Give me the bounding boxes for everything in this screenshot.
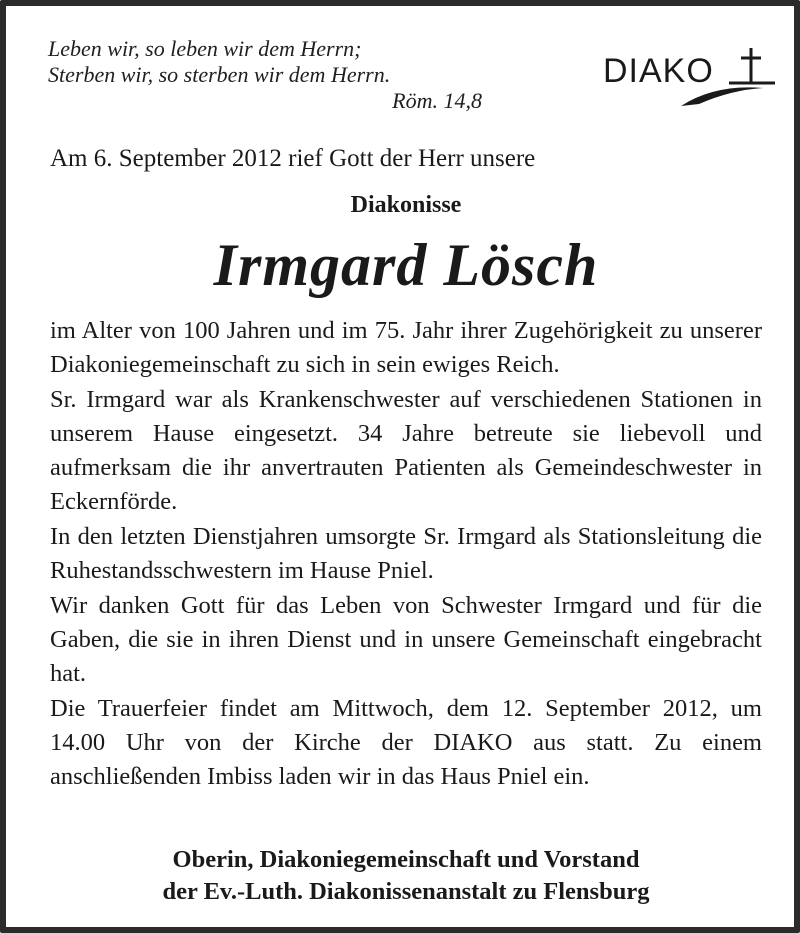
cross-boat-icon (603, 44, 778, 110)
paragraph: Die Trauerfeier findet am Mittwoch, dem 12. September 2012, um 14.00 Uhr von der Kirche der DIAKO aus statt. Zu einem anschließenden Imbiss laden wir in das Haus Pniel ein. (50, 695, 762, 790)
signature-block (6, 844, 800, 908)
paragraph: Wir danken Gott für das Leben von Schwester Irmgard und für die Gaben, die sie in ihren Dienst und in unsere Gemeinschaft eingebracht hat. (50, 592, 762, 687)
paragraph: In den letzten Dienstjahren umsorgte Sr. Irmgard als Stationsleitung die Ruhestandsschwestern im Hause Pniel. (50, 523, 762, 584)
signature-line-2: der Ev.-Luth. Diakonissenanstalt zu Flensburg (162, 878, 650, 905)
obituary-body (50, 314, 762, 795)
bible-verse-line-1: Leben wir, so leben wir dem Herrn; (48, 36, 362, 61)
deceased-name: Irmgard Lösch (213, 232, 599, 298)
signature-line-1: Oberin, Diakoniegemeinschaft und Vorstand (172, 846, 640, 873)
intro-line: Am 6. September 2012 rief Gott der Herr unsere (50, 145, 536, 172)
diako-logo-text: DIAKO (603, 52, 714, 90)
bible-verse-reference: Röm. 14,8 (392, 88, 482, 113)
bible-verse (48, 36, 488, 114)
bible-verse-line-2: Sterben wir, so sterben wir dem Herrn. (48, 62, 391, 87)
diako-logo (603, 44, 778, 110)
role-title: Diakonisse (350, 192, 462, 218)
paragraph: Sr. Irmgard war als Krankenschwester auf verschiedenen Stationen in unserem Hause eingesetzt. 34 Jahre betreute sie liebevoll und aufmerksam die ihr anvertrauten Patienten als Gemeindeschwester in Eckernförde. (50, 386, 762, 515)
paragraph: im Alter von 100 Jahren und im 75. Jahr ihrer Zugehörigkeit zu unserer Diakoniegemeinschaft zu sich in sein ewiges Reich. (50, 317, 762, 378)
